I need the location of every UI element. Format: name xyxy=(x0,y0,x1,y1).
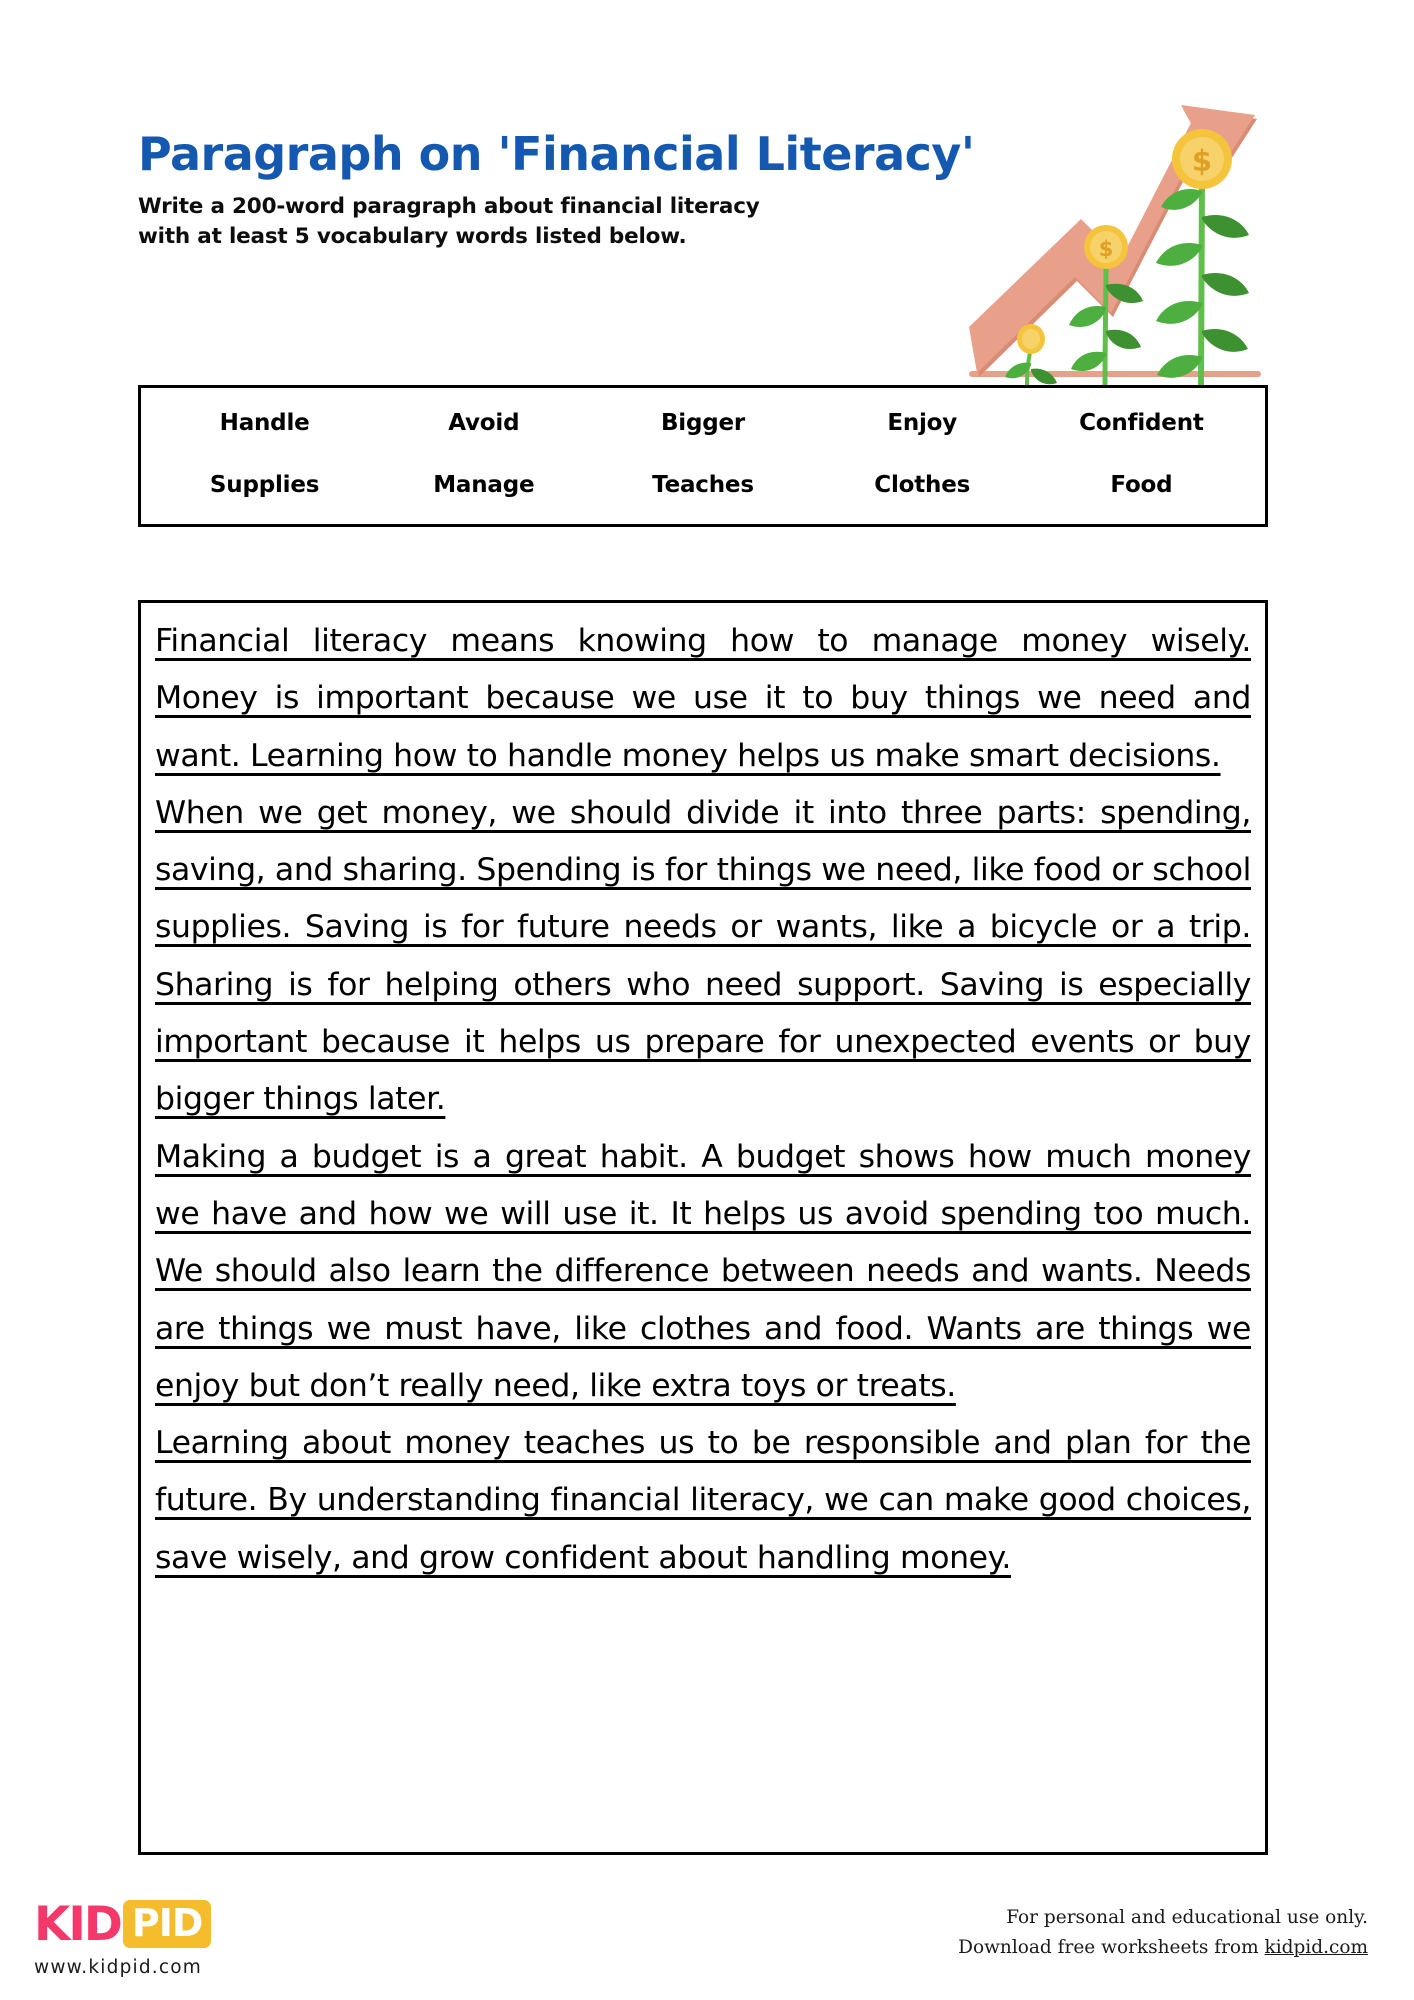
answer-paragraph xyxy=(155,1415,1251,1587)
footer-note-prefix: Download free worksheets from xyxy=(958,1936,1265,1958)
instructions xyxy=(138,192,1038,253)
vocab-word: Food xyxy=(1110,472,1173,498)
vocab-word: Supplies xyxy=(209,472,320,498)
logo-pid-badge: PID xyxy=(123,1900,212,1948)
answer-text[interactable] xyxy=(155,613,1251,1587)
logo-wordmark xyxy=(34,1898,294,1950)
kidpid-link[interactable]: kidpid.com xyxy=(1264,1936,1368,1958)
answer-paragraph-text: When we get money, we should divide it into three parts: spending, saving, and sharing. Spending is for things we need, like food or school supplies. Saving is for future needs or wants, like a bicycle or a trip. Sharing is for helping others who need support. Saving is especially important because it helps us prepare for unexpected events or buy bigger things later. xyxy=(155,794,1251,1118)
vocab-word: Handle xyxy=(219,410,310,436)
answer-paragraph xyxy=(155,613,1251,785)
answer-paragraph-text: Learning about money teaches us to be responsible and plan for the future. By understanding financial literacy, we can make good choices, save wisely, and grow confident about handling money. xyxy=(155,1425,1251,1576)
footer-usage-note xyxy=(958,1903,1368,1963)
answer-paragraph-text: Making a budget is a great habit. A budget shows how much money we have and how we will use it. It helps us avoid spending too much. We should also learn the difference between needs and wants. Needs are things we must have, like clothes and food. Wants are things we enjoy but don’t really need, like extra toys or treats. xyxy=(155,1138,1251,1404)
page-title: Paragraph on 'Financial Literacy' xyxy=(138,127,975,181)
worksheet-header xyxy=(138,127,1038,253)
vocab-word: Manage xyxy=(433,472,535,498)
answer-area[interactable] xyxy=(138,600,1268,1855)
answer-paragraph xyxy=(155,785,1251,1129)
svg-text:$: $ xyxy=(1191,144,1213,178)
vocab-word: Enjoy xyxy=(887,410,958,436)
answer-paragraph-text: Financial literacy means knowing how to manage money wisely. Money is important because we use it to buy things we need and want. Learning how to handle money helps us make smart decisions. xyxy=(155,623,1251,774)
answer-paragraph xyxy=(155,1129,1251,1415)
vocab-word: Clothes xyxy=(874,472,971,498)
vocabulary-word-bank xyxy=(138,385,1268,527)
vocab-word: Confident xyxy=(1079,410,1204,436)
growth-arrow-money-plants-illustration xyxy=(965,85,1265,390)
logo-kid-text: KID xyxy=(34,1896,121,1952)
logo-website-url: www.kidpid.com xyxy=(34,1957,202,1978)
vocab-word: Bigger xyxy=(660,410,746,436)
svg-text:$: $ xyxy=(1098,237,1114,261)
vocab-word: Avoid xyxy=(448,410,520,436)
footer-note-line-2 xyxy=(958,1933,1368,1963)
vocabulary-grid xyxy=(141,388,1265,524)
instructions-line-1: Write a 200-word paragraph about financial literacy xyxy=(138,193,760,219)
kidpid-logo[interactable] xyxy=(34,1898,294,1978)
footer-note-line-1: For personal and educational use only. xyxy=(1006,1907,1368,1928)
instructions-line-2: with at least 5 vocabulary words listed below. xyxy=(138,224,687,250)
vocab-word: Teaches xyxy=(652,472,754,498)
